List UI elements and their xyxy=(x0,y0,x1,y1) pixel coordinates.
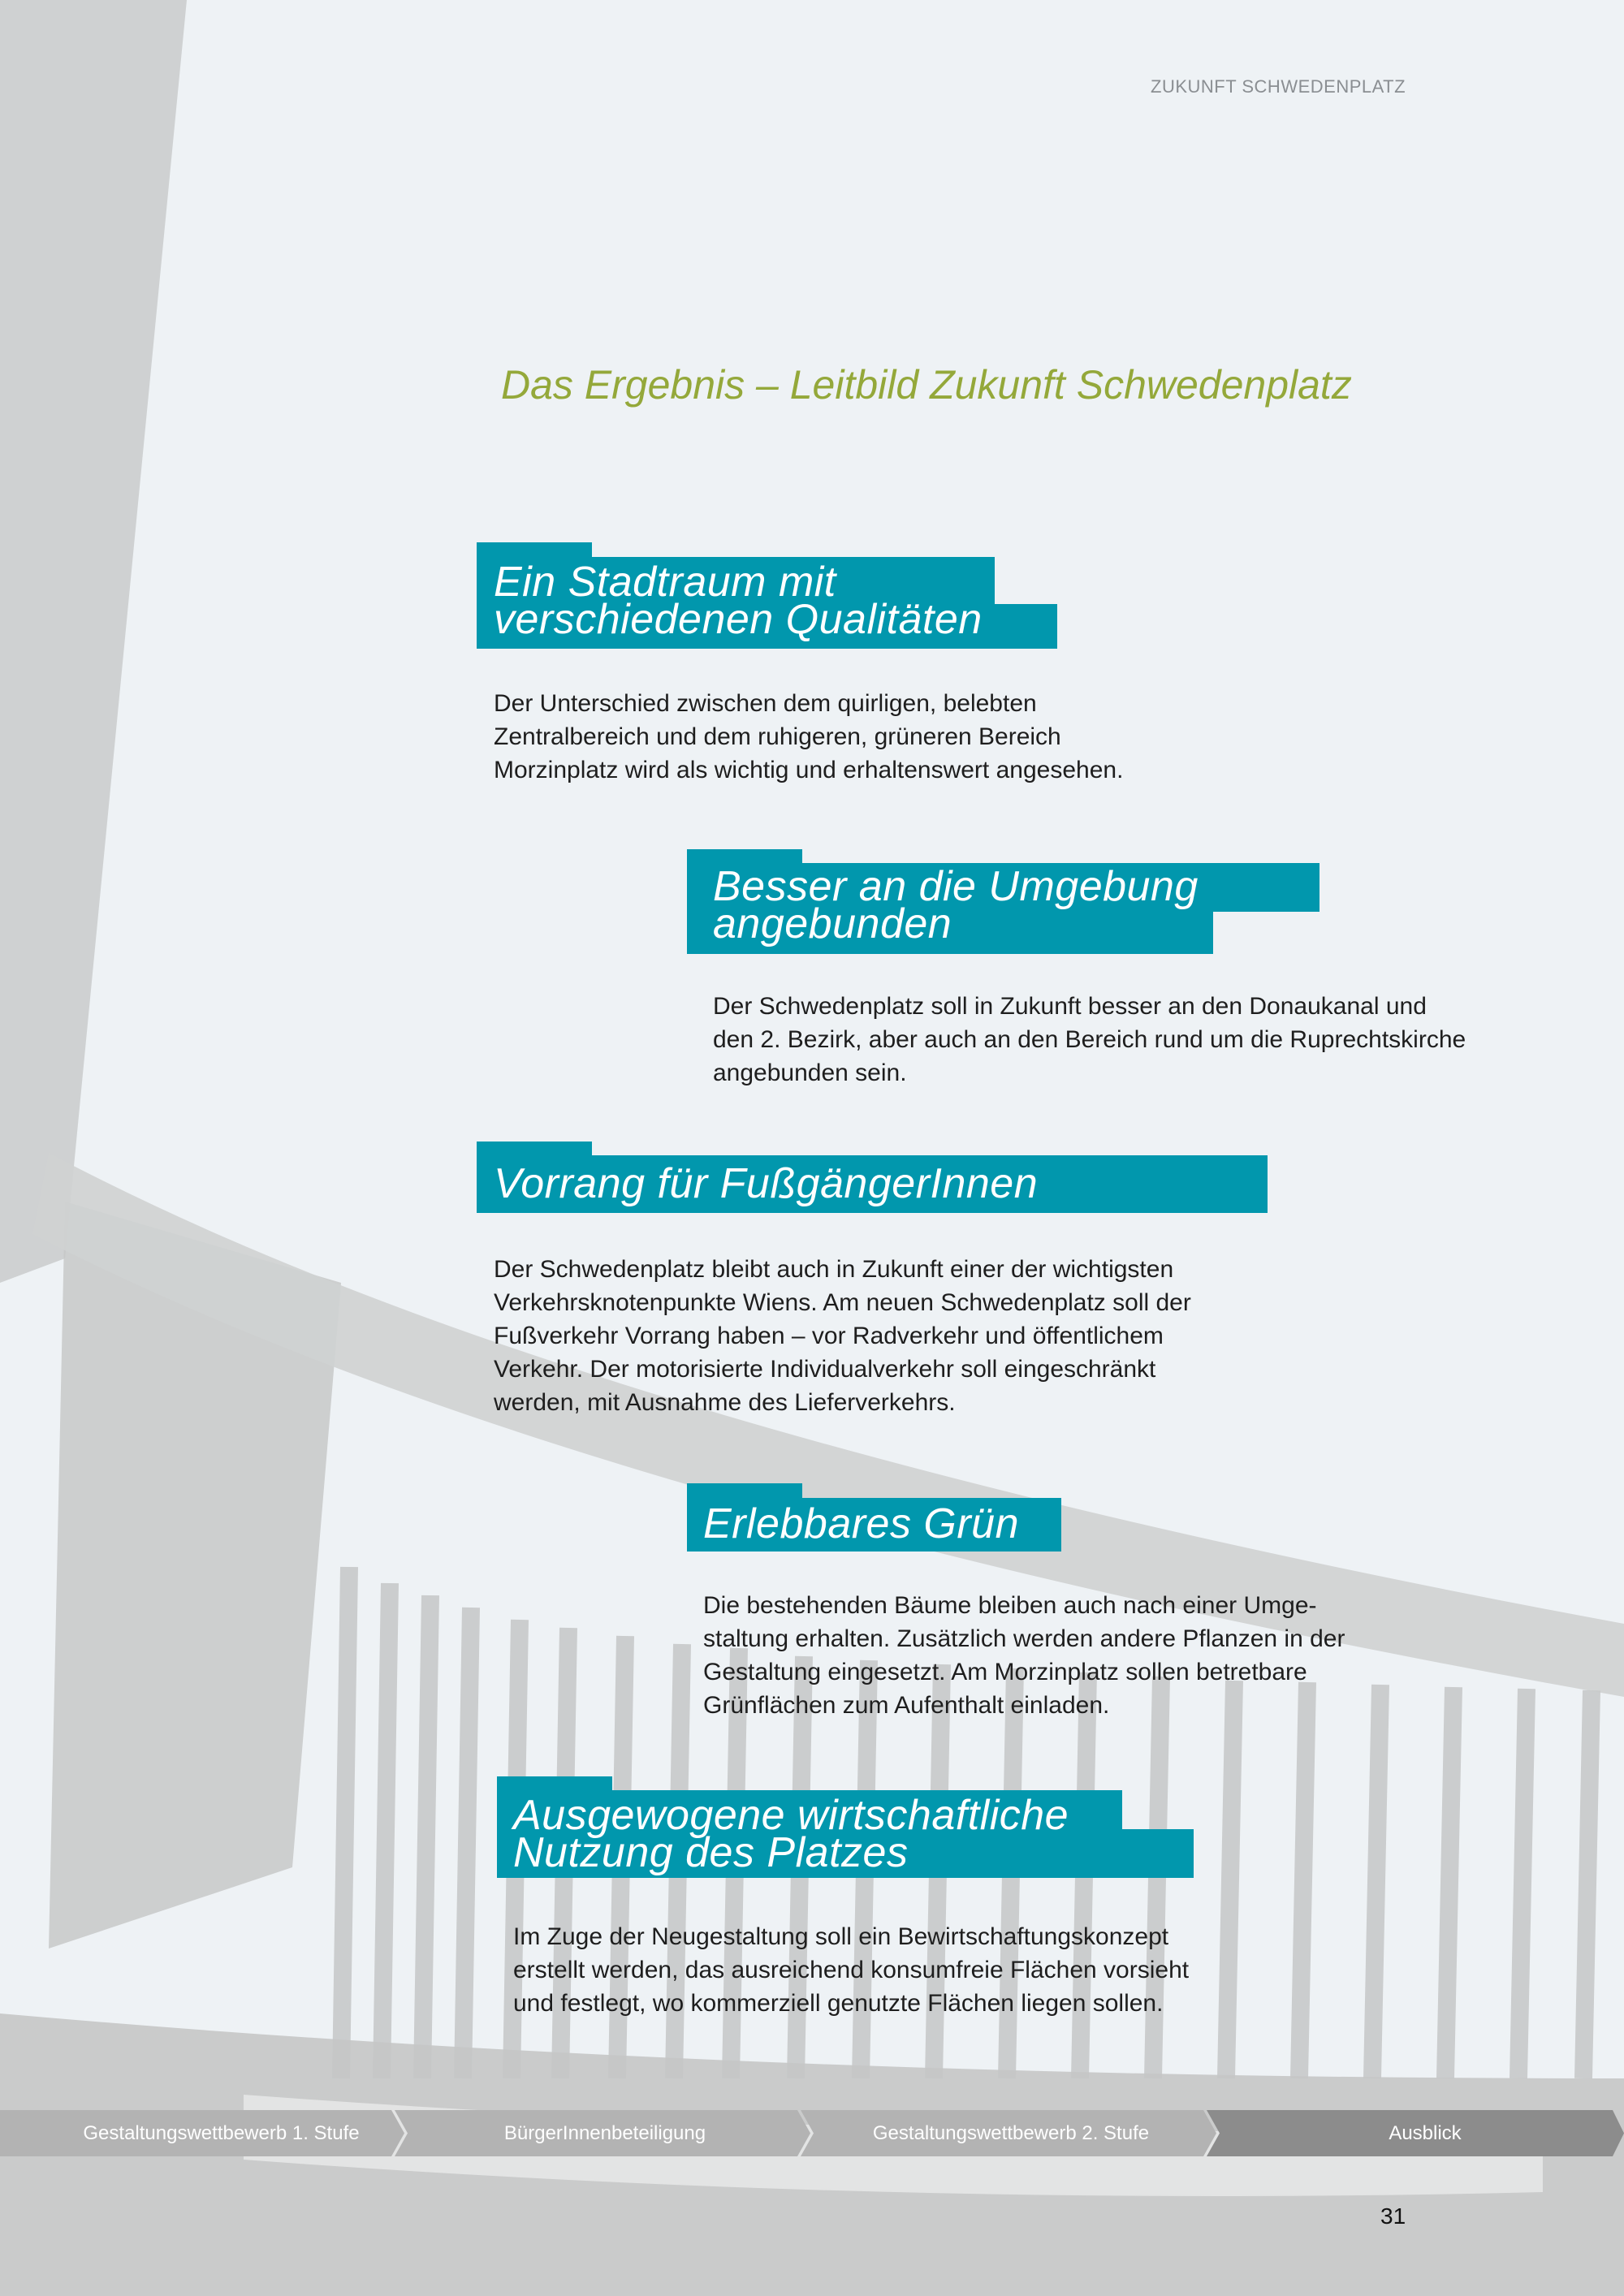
section-body-stadtraum: Der Unterschied zwischen dem quirligen, belebten Zentralbereich und dem ruhigeren, grüneren Bereich Morzinplatz wird als wichtig und erhaltenswert angesehen. xyxy=(494,690,1124,783)
step-label-wettbewerb-2: Gestaltungswettbewerb 2. Stufe xyxy=(872,2122,1150,2144)
section-body-wirtschaft: Im Zuge der Neugestaltung soll ein Bewirtschaftungskonzept erstellt werden, das ausreichend konsumfreie Flächen vorsieht und festlegt, wo kommerziell genutzte Flächen liegen sollen. xyxy=(513,1923,1190,2017)
process-step-bar xyxy=(0,2110,1624,2156)
section-body-umgebung: Der Schwedenplatz soll in Zukunft besser an den Donaukanal und den 2. Bezirk, aber auch an den Bereich rund um die Ruprechtskirche angebunden sein. xyxy=(713,993,1466,1086)
step-label-wettbewerb-1: Gestaltungswettbewerb 1. Stufe xyxy=(83,2122,360,2144)
page-number: 31 xyxy=(1380,2203,1406,2229)
section-heading-stadtraum: Ein Stadtraum mit verschiedenen Qualitäten xyxy=(494,559,983,643)
section-heading-umgebung: Besser an die Umgebung angebunden xyxy=(713,863,1199,947)
section-heading-fussgaenger: Vorrang für FußgängerInnen xyxy=(494,1160,1039,1207)
section-heading-wirtschaft: Ausgewogene wirtschaftliche Nutzung des Platzes xyxy=(513,1792,1069,1876)
section-body-fussgaenger: Der Schwedenplatz bleibt auch in Zukunft einer der wichtigsten Verkehrsknotenpunkte Wiens. Am neuen Schwedenplatz soll der Fußverkehr Vorrang haben – vor Radverkehr und öffentlichem Verkehr. Der motorisierte Individualverkehr soll eingeschränkt werden, mit Ausnahme des Lieferverkehrs. xyxy=(494,1256,1191,1416)
step-label-buergerbeteiligung: BürgerInnenbeteiligung xyxy=(503,2122,706,2144)
step-label-ausblick: Ausblick xyxy=(1389,2122,1462,2144)
section-body-gruen: Die bestehenden Bäume bleiben auch nach einer Umge- staltung erhalten. Zusätzlich werden andere Pflanzen in der Gestaltung eingesetzt. Am Morzinplatz sollen betretbare Grünflächen zum Aufenthalt einladen. xyxy=(703,1592,1345,1719)
section-heading-gruen: Erlebbares Grün xyxy=(703,1500,1020,1547)
running-head: ZUKUNFT SCHWEDENPLATZ xyxy=(1151,76,1406,97)
page-title: Das Ergebnis – Leitbild Zukunft Schwedenplatz xyxy=(501,362,1352,408)
